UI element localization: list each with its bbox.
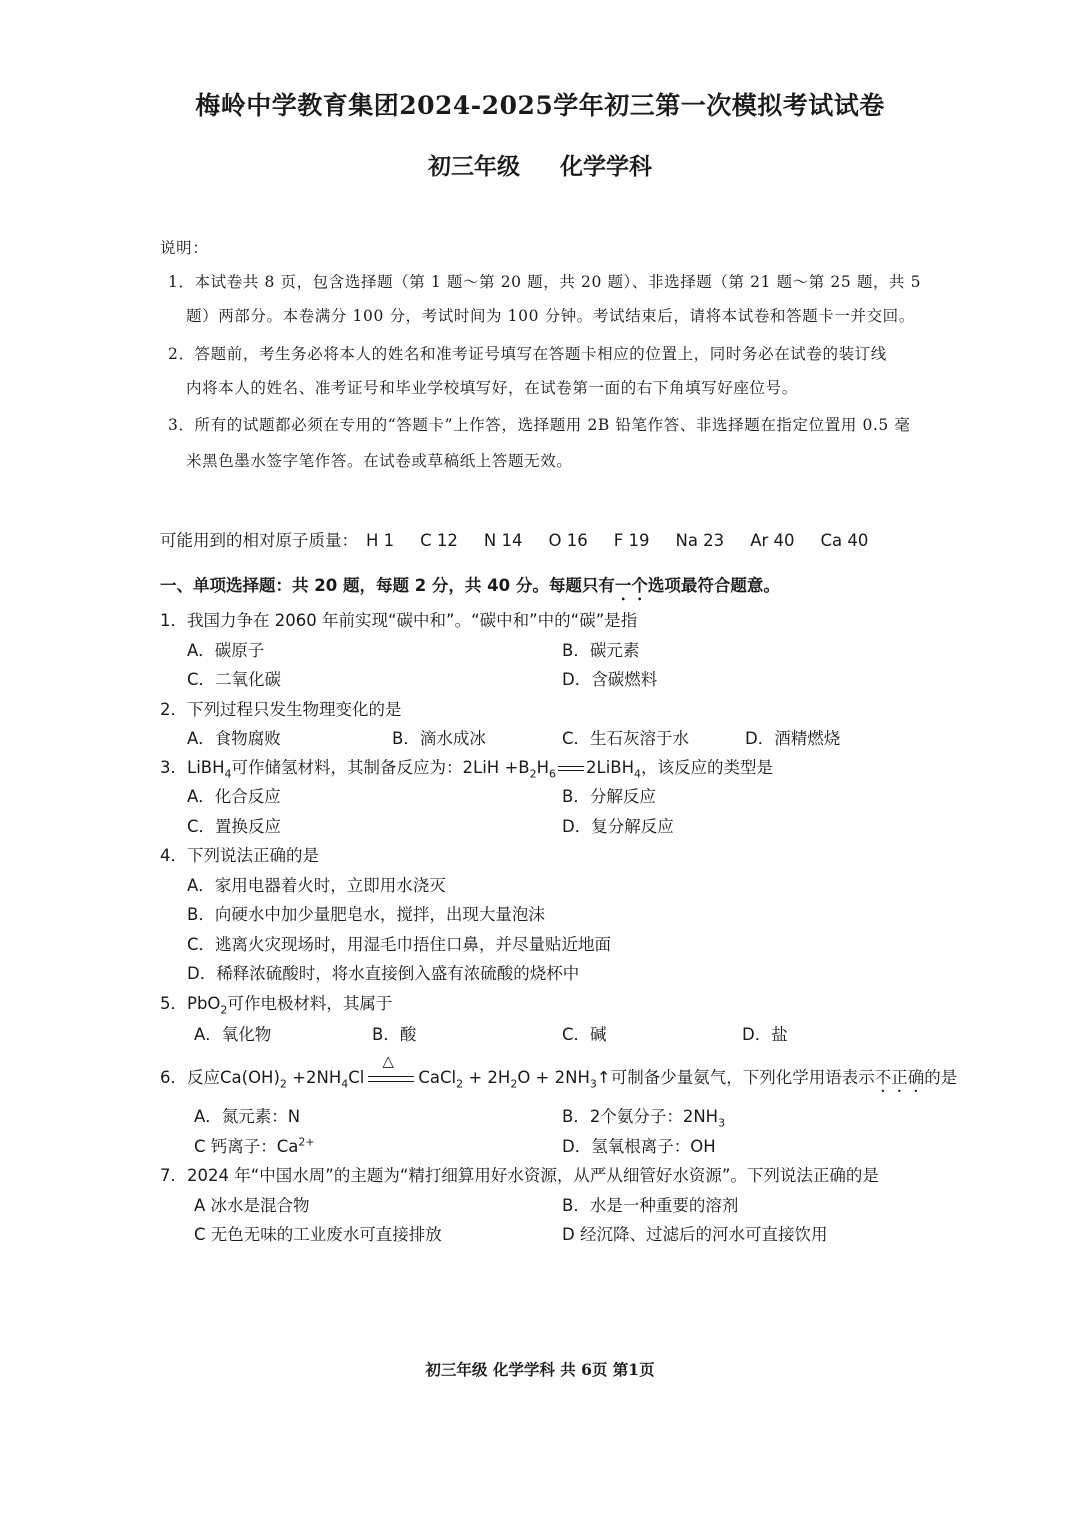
q5-option-a: A．氧化物: [194, 1025, 272, 1044]
q6-option-a: A．氮元素：N: [194, 1107, 301, 1126]
instruction-line: 米黑色墨水签字笔作答。在试卷或草稿纸上答题无效。: [186, 452, 573, 470]
q2-option-a: A．食物腐败: [187, 729, 281, 748]
q1-option-c: C．二氧化碳: [187, 670, 282, 689]
instruction-line: 内将本人的姓名、准考证号和毕业学校填写好，在试卷第一面的右下角填写好座位号。: [186, 379, 798, 397]
atomic-mass-row: [160, 527, 894, 551]
atomic-mass-ca: Ca 40: [820, 531, 869, 550]
atomic-mass-c: C 12: [420, 531, 458, 550]
q6-option-d: D．氢氧根离子：OH: [562, 1137, 716, 1156]
q2-option-b: B．滴水成冰: [392, 729, 486, 748]
q3-option-c: C．置换反应: [187, 817, 282, 836]
heating-reaction-sign: [368, 1051, 414, 1086]
question-5-stem: 5．PbO$_2$可作电极材料，其属于: [160, 994, 393, 1017]
q1-option-a: A．碳原子: [187, 641, 265, 660]
question-4-stem: 4．下列说法正确的是: [160, 846, 319, 865]
q1-option-d: D．含碳燃料: [562, 670, 658, 689]
question-7-stem: 7．2024 年“中国水周”的主题为“精打细算用好水资源，从严从细管好水资源”。下列说法正确的是: [160, 1166, 879, 1185]
q1-option-b: B．碳元素: [562, 641, 640, 660]
subject-label: 化学学科: [560, 153, 652, 180]
atomic-mass-f: F 19: [613, 531, 650, 550]
exam-title: 梅岭中学教育集团2024-2025学年初三第一次模拟考试试卷: [195, 91, 885, 120]
question-3-stem: 3．LiBH$_4$可作储氢材料，其制备反应为：$2LiH +B_2H_6$ 2LiBH$_4$，该反应的类型是: [160, 758, 774, 781]
heat-triangle-icon: △: [382, 1051, 394, 1070]
q2-option-c: C．生石灰溶于水: [562, 729, 690, 748]
atomic-mass-o: O 16: [548, 531, 588, 550]
q4-option-c: C．逃离火灾现场时，用湿毛巾捂住口鼻，并尽量贴近地面: [187, 935, 612, 954]
section-heading: 一、单项选择题：共 20 题，每题 2 分，共 40 分。每题只有一个选项最符合题意。: [160, 576, 780, 595]
emphasis-text: 一个: [614, 576, 648, 595]
q5-option-c: C．碱: [562, 1025, 607, 1044]
q4-option-b: B．向硬水中加少量肥皂水，搅拌，出现大量泡沫: [187, 905, 545, 924]
equals-sign: [558, 764, 584, 774]
atomic-mass-h: H 1: [366, 531, 395, 550]
question-1-stem: 1．我国力争在 2060 年前实现“碳中和”。“碳中和”中的“碳”是指: [160, 611, 638, 630]
page-footer: 初三年级 化学学科 共 6页 第1页: [425, 1360, 655, 1379]
q5-option-d: D．盐: [742, 1025, 788, 1044]
q7-option-c: C 无色无味的工业废水可直接排放: [194, 1225, 442, 1244]
instruction-line: 2．答题前，考生务必将本人的姓名和准考证号填写在答题卡相应的位置上，同时务必在试卷的装订线: [168, 345, 887, 363]
q3-option-d: D．复分解反应: [562, 817, 674, 836]
question-2-stem: 2．下列过程只发生物理变化的是: [160, 700, 402, 719]
q3-option-a: A．化合反应: [187, 787, 281, 806]
q4-option-d: D．稀释浓硫酸时，将水直接倒入盛有浓硫酸的烧杯中: [187, 964, 580, 983]
q5-option-b: B．酸: [372, 1025, 417, 1044]
grade-label: 初三年级: [428, 153, 520, 180]
q6-option-c: C 钙离子：$Ca^{2+}$: [194, 1135, 315, 1156]
atomic-mass-n: N 14: [483, 531, 523, 550]
instructions-label: 说明：: [160, 239, 209, 257]
q4-option-a: A．家用电器着火时，立即用水浇灭: [187, 876, 446, 895]
q6-option-b: B．2个氨分子：$2NH_3$: [562, 1107, 726, 1130]
instruction-line: 题）两部分。本卷满分 100 分，考试时间为 100 分钟。考试结束后，请将本试卷和答题卡一并交回。: [186, 307, 915, 325]
q7-option-b: B．水是一种重要的溶剂: [562, 1196, 739, 1215]
atomic-mass-ar: Ar 40: [750, 531, 795, 550]
q7-option-a: A 冰水是混合物: [194, 1196, 310, 1215]
instruction-line: 3．所有的试题都必须在专用的“答题卡”上作答，选择题用 2B 铅笔作答、非选择题在指定位置用 0.5 毫: [168, 416, 911, 434]
atomic-mass-na: Na 23: [675, 531, 725, 550]
exam-subtitle: [0, 148, 1080, 181]
instruction-line: 1．本试卷共 8 页，包含选择题（第 1 题～第 20 题，共 20 题）、非选择题（第 21 题～第 25 题，共 5: [168, 273, 922, 291]
q7-option-d: D 经沉降、过滤后的河水可直接饮用: [562, 1225, 828, 1244]
q3-option-b: B．分解反应: [562, 787, 656, 806]
question-6-stem: 6．反应$Ca(OH)_2 +2NH_4Cl$ △ CaCl$_2$ + $2H_2O$ + $2NH_3↑$可制备少量氨气，下列化学用语表示不正确的是: [160, 1051, 958, 1091]
atomic-mass-label: 可能用到的相对原子质量：: [160, 531, 358, 550]
q2-option-d: D．酒精燃烧: [745, 729, 841, 748]
emphasis-text: 不正确: [874, 1068, 925, 1087]
